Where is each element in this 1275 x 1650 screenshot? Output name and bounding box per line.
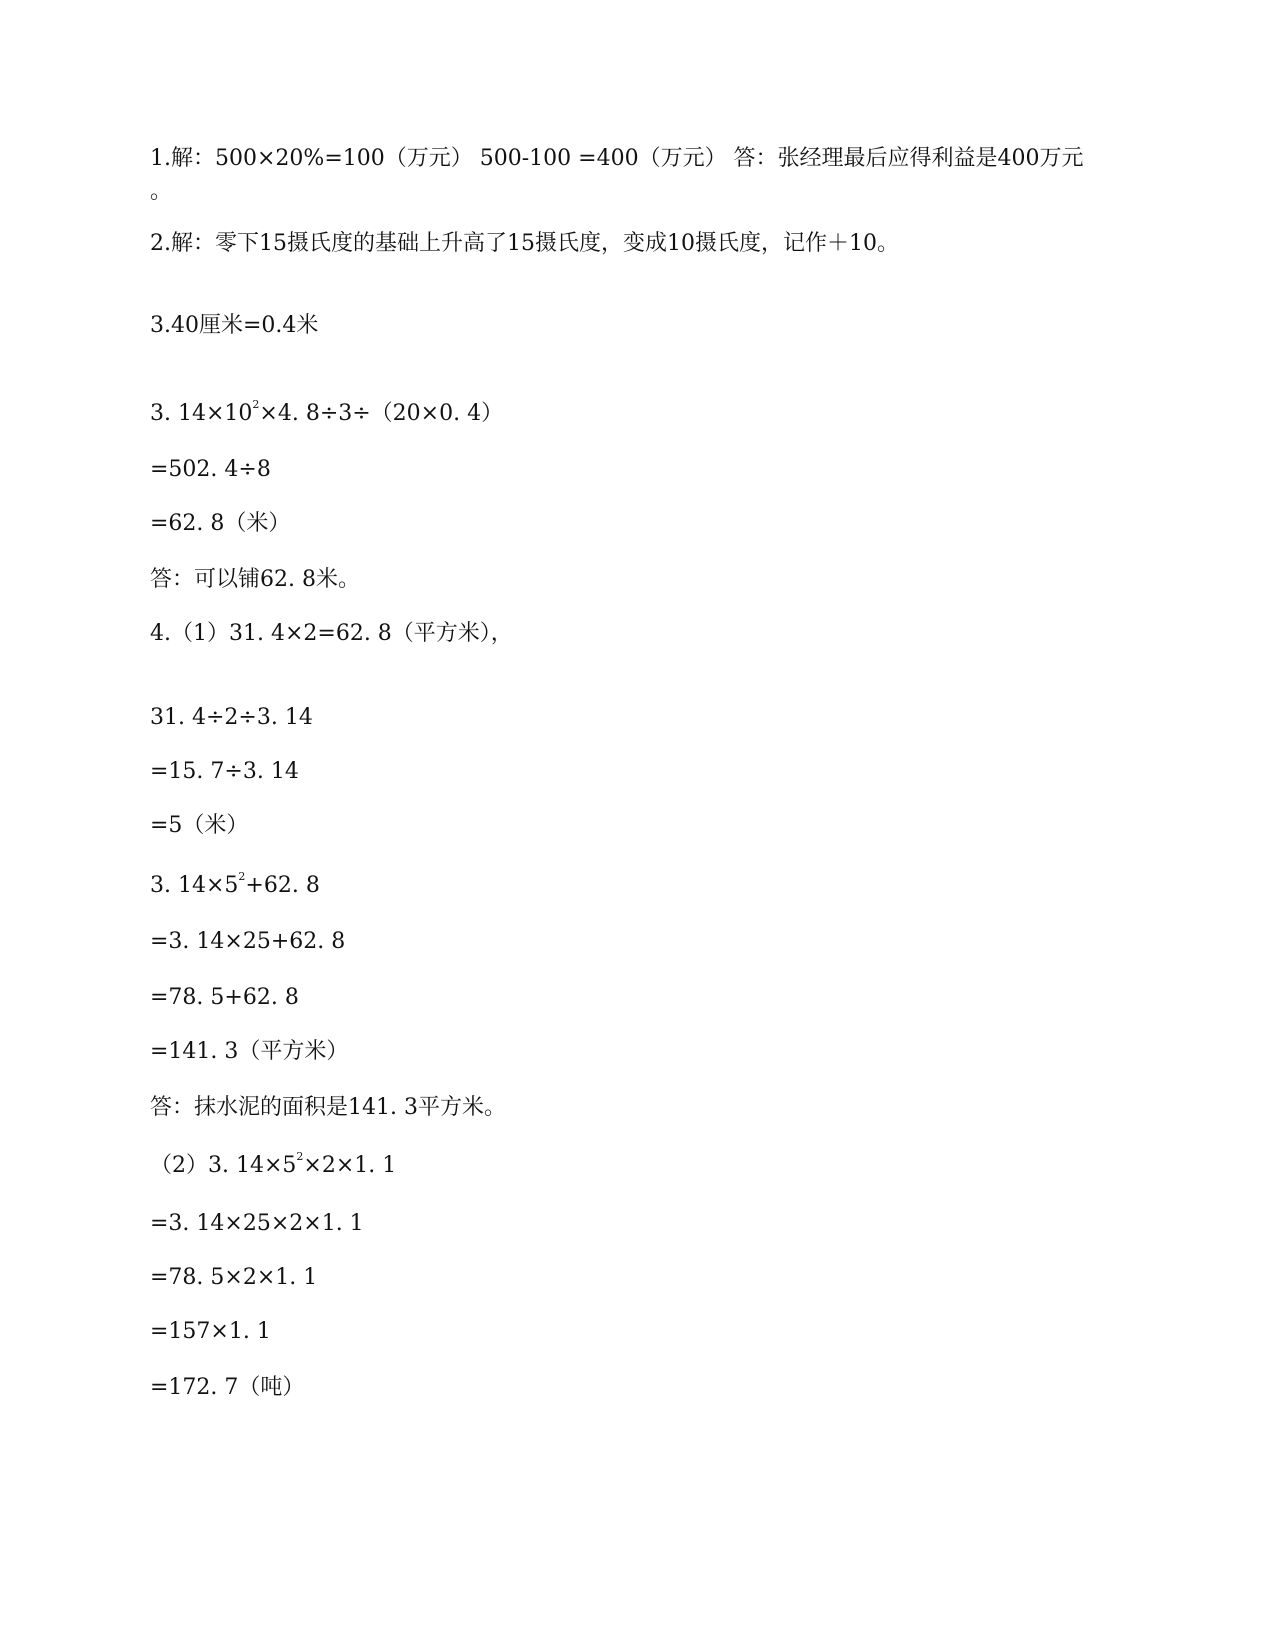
answer-4-area-step-1: =3. 14×25+62. 8 [150,929,346,954]
answer-2-line: 2.解：零下15摄氏度的基础上升高了15摄氏度，变成10摄氏度，记作＋10。 [150,231,899,256]
answer-3-step-2: =62. 8（米） [150,511,291,536]
answer-3-exponent: 2 [252,397,260,411]
answer-3-expression-part-a: 3. 14×10 [150,401,253,426]
answer-3-conversion: 3.40厘米=0.4米 [150,313,319,338]
answer-3-conclusion: 答：可以铺62. 8米。 [150,567,360,592]
answer-4-area-expression [150,869,320,900]
answer-4-area-conclusion: 答：抹水泥的面积是141. 3平方米。 [150,1095,506,1120]
answer-4-area-step-2: =78. 5+62. 8 [150,985,299,1010]
answer-4-part-2-step-4: =172. 7（吨） [150,1375,305,1400]
answer-4-area-part-b: +62. 8 [245,873,320,898]
answer-4-area-step-3: =141. 3（平方米） [150,1039,349,1064]
answer-3-expression [150,397,504,428]
answer-4-radius-expression: 31. 4÷2÷3. 14 [150,705,313,730]
answer-3-expression-part-b: ×4. 8÷3÷（20×0. 4） [259,401,504,426]
answer-3-step-1: =502. 4÷8 [150,457,271,482]
answer-4-area-exponent: 2 [238,869,246,883]
answer-4-part-2-step-1: =3. 14×25×2×1. 1 [150,1211,364,1236]
answer-4-area-part-a: 3. 14×5 [150,873,239,898]
answer-1-continuation: 。 [150,179,173,204]
answer-4-part-2-step-3: =157×1. 1 [150,1319,271,1344]
answer-4-part-2-part-a: （2）3. 14×5 [150,1153,297,1178]
answer-4-part-2-expression [150,1149,397,1180]
answer-1-line: 1.解：500×20%=100（万元） 500-100 =400（万元） 答：张经理最后应得利益是400万元 [150,146,1084,171]
answer-4-part-2-part-b: ×2×1. 1 [303,1153,397,1178]
answer-4-radius-step-1: =15. 7÷3. 14 [150,759,299,784]
answer-4-part-2-exponent: 2 [296,1149,304,1163]
answer-4-part-2-step-2: =78. 5×2×1. 1 [150,1265,318,1290]
answer-4-radius-step-2: =5（米） [150,813,249,838]
answer-4-part-1: 4.（1）31. 4×2=62. 8（平方米）， [150,621,513,646]
